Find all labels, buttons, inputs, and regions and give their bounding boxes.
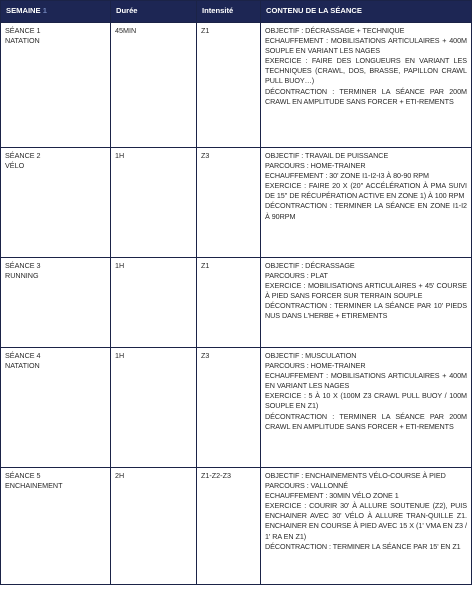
content-line: EXERCICE : FAIRE 20 X (20'' ACCÉLÉRATION À PMA SUIVI DE 15'' DE RÉCUPÉRATION ACTIVE EN ZONE 1) À 100 RPM [265, 181, 467, 201]
content-line: OBJECTIF : MUSCULATION [265, 351, 357, 360]
content-line: ECHAUFFEMENT : MOBILISATIONS ARTICULAIRES + 400M EN VARIANT LES NAGES [265, 371, 467, 391]
header-week-number: 1 [42, 6, 47, 15]
content-cell [261, 23, 472, 148]
table-row [1, 148, 472, 258]
session-discipline: NATATION [5, 36, 40, 46]
session-discipline: ENCHAINEMENT [5, 481, 63, 491]
duration-cell: 1H [111, 148, 197, 258]
intensity-cell: Z3 [197, 348, 261, 468]
header-intensity: Intensité [197, 1, 261, 23]
duration-cell: 2H [111, 468, 197, 585]
content-line: EXERCICE : FAIRE DES LONGUEURS EN VARIANT LES TECHNIQUES (CRAWL, DOS, BRASSE, PAPILLON CRAWL PULL BUOY…) [265, 56, 467, 86]
content-line: EXERCICE : COURIR 30' À ALLURE SOUTENUE (Z2), PUIS ENCHAINER AVEC 30' VÉLO À ALLURE TRAN-QUILLE Z1. ENCHAINER EN COURSE À PIED AVEC 15 X (1' VMA EN Z3 / 1' RA EN Z1) [265, 501, 467, 541]
content-line: EXERCICE : MOBILISATIONS ARTICULAIRES + 45' COURSE À PIED SANS FORCER SUR TERRAIN SOUPLE [265, 281, 467, 301]
content-line: PARCOURS : HOME-TRAINER [265, 361, 366, 371]
table-row [1, 348, 472, 468]
content-line: DÉCONTRACTION : TERMINER LA SÉANCE PAR 200M CRAWL EN AMPLITUDE SANS FORCER + ETI-REMENTS [265, 411, 467, 431]
header-week-label: SEMAINE [6, 6, 41, 15]
session-label: SÉANCE 5 [5, 471, 41, 480]
session-label: SÉANCE 2 [5, 151, 41, 160]
session-label: SÉANCE 1 [5, 26, 41, 35]
content-line: OBJECTIF : ENCHAINEMENTS VÉLO-COURSE À PIED [265, 471, 446, 480]
session-discipline: VÉLO [5, 161, 25, 171]
content-cell [261, 348, 472, 468]
session-label: SÉANCE 4 [5, 351, 41, 360]
content-line: PARCOURS : PLAT [265, 271, 328, 281]
table-row [1, 468, 472, 585]
session-cell [1, 148, 111, 258]
header-duration: Durée [111, 1, 197, 23]
session-cell [1, 348, 111, 468]
content-line: DÉCONTRACTION : TERMINER LA SÉANCE PAR 15' EN Z1 [265, 541, 461, 551]
header-week [1, 1, 111, 23]
session-cell [1, 23, 111, 148]
header-content: CONTENU DE LA SÉANCE [261, 1, 472, 23]
session-discipline: RUNNING [5, 271, 39, 281]
content-cell [261, 468, 472, 585]
content-line: ECHAUFFEMENT : MOBILISATIONS ARTICULAIRES + 400M SOUPLE EN VARIANT LES NAGES [265, 36, 467, 56]
session-label: SÉANCE 3 [5, 261, 41, 270]
content-line: DÉCONTRACTION : TERMINER LA SÉANCE EN ZONE I1-I2 À 90RPM [265, 201, 467, 221]
table-header-row [1, 1, 472, 23]
duration-cell: 1H [111, 348, 197, 468]
content-line: DÉCONTRACTION : TERMINER LA SÉANCE PAR 200M CRAWL EN AMPLITUDE SANS FORCER + ETI-REMENTS [265, 86, 467, 106]
intensity-cell: Z3 [197, 148, 261, 258]
content-line: PARCOURS : HOME-TRAINER [265, 161, 366, 171]
content-cell [261, 258, 472, 348]
intensity-cell: Z1 [197, 23, 261, 148]
content-line: OBJECTIF : DÉCRASSAGE [265, 261, 355, 270]
table-row [1, 23, 472, 148]
content-line: OBJECTIF : DÉCRASSAGE + TECHNIQUE [265, 26, 405, 35]
content-cell [261, 148, 472, 258]
duration-cell: 1H [111, 258, 197, 348]
intensity-cell: Z1-Z2-Z3 [197, 468, 261, 585]
table-row [1, 258, 472, 348]
intensity-cell: Z1 [197, 258, 261, 348]
session-discipline: NATATION [5, 361, 40, 371]
content-line: ECHAUFFEMENT : 30MIN VÉLO ZONE 1 [265, 491, 399, 501]
content-line: DÉCONTRACTION : TERMINER LA SÉANCE PAR 10' PIEDS NUS DANS L'HERBE + ETIREMENTS [265, 301, 467, 321]
session-cell [1, 468, 111, 585]
content-line: EXERCICE : 5 À 10 X (100M Z3 CRAWL PULL BUOY / 100M SOUPLE EN Z1) [265, 391, 467, 411]
session-cell [1, 258, 111, 348]
content-line: OBJECTIF : TRAVAIL DE PUISSANCE [265, 151, 389, 160]
content-line: ECHAUFFEMENT : 30' ZONE I1-I2-I3 À 80-90 RPM [265, 171, 429, 181]
duration-cell: 45MIN [111, 23, 197, 148]
content-line: PARCOURS : VALLONNÉ [265, 481, 349, 491]
